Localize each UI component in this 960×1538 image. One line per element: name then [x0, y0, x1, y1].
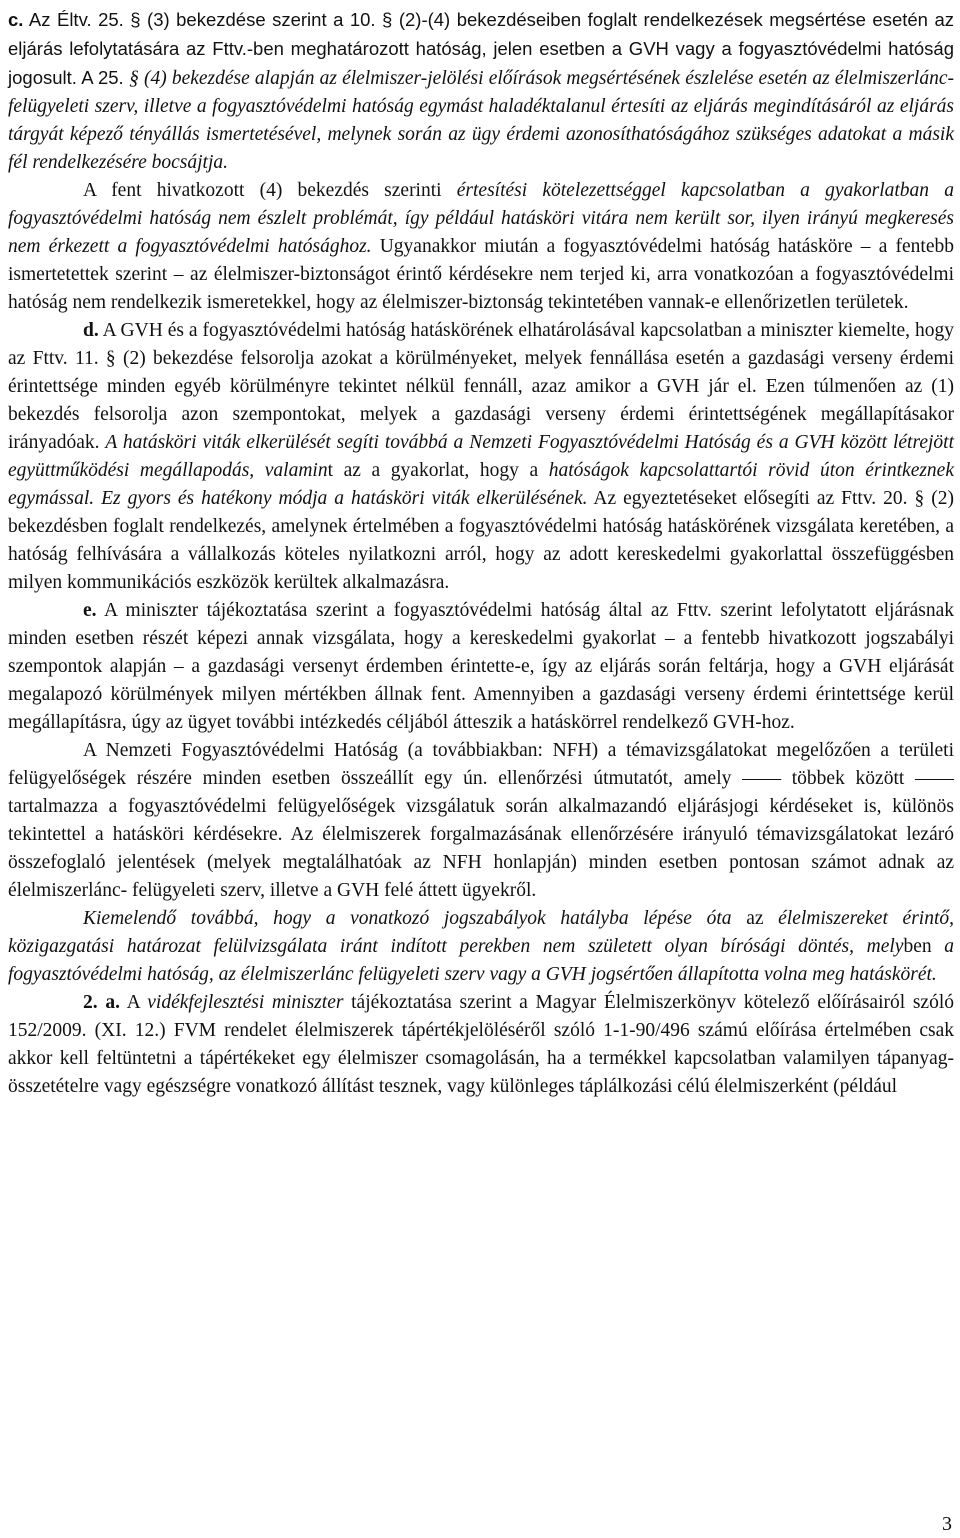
paragraph-2a: [8, 989, 954, 1101]
text-run: tájékoztatása szerint a Magyar Élelmiszerkönyv kötelező előírásairól szóló 152/2009. (XI. 12.) FVM rendelet élelmiszerek tápértékjelöléséről szóló 1-1-90/496 számú előírása értelmében csak akkor kell feltüntetni a tápértékeket egy élelmiszer csomagolásán, ha a termékkel kapcsolatban valamilyen tápanyag-összetételre vagy egészségre vonatkozó állítást tesznek, vagy különleges táplálkozási célú élelmiszerként (például: [8, 992, 954, 1097]
text-run: Az egyeztetéseket elősegíti az Fttv. 20. § (2) bekezdésben foglalt rendelkezés, amelynek értelmében a fogyasztóvédelmi hatóság hatáskörének vizsgálata keretében, a hatóság felhívására a vállalkozás köteles nyilatkozni arról, hogy az adott kereskedelmi gyakorlattal összefüggésben milyen kommunikációs eszközök kerültek alkalmazásra.: [8, 488, 954, 593]
paragraph-e: [8, 597, 954, 737]
document-body: [8, 6, 954, 1101]
paragraph-d: [8, 317, 954, 597]
text-run: e.: [83, 600, 97, 621]
text-run: t az a gyakorlat, hogy a: [327, 460, 549, 481]
text-run: az: [746, 908, 779, 929]
text-run: Az Éltv. 25. § (3) bekezdése szerint a 10. § (2)-(4) bekezdéseiben foglalt rendelkezések megsértése esetén az eljárás lefolytatására az Fttv.-ben meghatározott hatóság, jelen esetben a GVH vagy a fogyasztóvédelmi hatóság jogosult. A 25.: [8, 9, 954, 88]
text-run: c.: [8, 9, 24, 30]
text-run: értesítési kötelezettséggel kapcsolatban a gyakorlatban a fogyasztóvédelmi hatóság nem észlelt problémát, így például hatásköri vitára nem került sor, ilyen irányú megkeresés nem érkezett a fogyasztóvédelmi hatósághoz.: [8, 180, 954, 257]
text-run: hatóságok kapcsolattartói rövid úton érintkeznek egymással. Ez gyors és hatékony módja a hatásköri viták elkerülésének.: [8, 460, 954, 509]
text-run: Ugyanakkor miután a fogyasztóvédelmi hatóság hatásköre – a fentebb ismertetettek szerint – az élelmiszer-biztonságot érintő kérdésekre nem terjed ki, arra vonatkozóan a fogyasztóvédelmi hatóság nem rendelkezik ismeretekkel, hogy az élelmiszer-biztonság tekintetében vannak-e ellenőrizetlen területek.: [8, 236, 954, 313]
paragraph-nfh: [8, 737, 954, 905]
text-run: A miniszter tájékoztatása szerint a fogyasztóvédelmi hatóság által az Fttv. szerint lefolytatott eljárásnak minden esetben részét képezi annak vizsgálata, hogy a kereskedelmi gyakorlat – a fentebb hivatkozott jogszabályi szempontok alapján – a gazdasági versenyt érdemben érintette-e, így az eljárás során feltárja, hogy a GVH eljárását megalapozó körülmények milyen mértékben állnak fent. Amennyiben a gazdasági verseny érdemi érintettsége kerül megállapításra, úgy az ügyet további intézkedés céljából átteszik a hatáskörrel rendelkező GVH-hoz.: [8, 600, 954, 733]
paragraph-c: [8, 6, 954, 177]
text-run: a fogyasztóvédelmi hatóság, az élelmiszerlánc felügyeleti szerv vagy a GVH jogsértően állapította volna meg hatáskörét.: [8, 936, 954, 985]
text-run: ben: [903, 936, 945, 957]
text-run: A GVH és a fogyasztóvédelmi hatóság hatáskörének elhatárolásával kapcsolatban a miniszter kiemelte, hogy az Fttv. 11. § (2) bekezdése felsorolja azokat a körülményeket, melyek fennállása esetén a gazdasági verseny érdemi érintettsége minden egyéb körülményre tekintet nélkül fennáll, azaz amikor a GVH jár el. Ezen túlmenően az (1) bekezdés felsorolja azon szempontokat, melyek a gazdasági verseny érdemi érintettségének megállapításakor irányadóak.: [8, 320, 954, 453]
paragraph-notification-duty: [8, 177, 954, 317]
text-run: A: [119, 992, 148, 1013]
text-run: élelmiszereket érintő, közigazgatási határozat felülvizsgálata iránt indított perekben nem született olyan bírósági döntés, mely: [8, 908, 954, 957]
text-run: d.: [83, 320, 99, 341]
text-run: A Nemzeti Fogyasztóvédelmi Hatóság (a továbbiakban: NFH) a témavizsgálatokat megelőzően a területi felügyelőségek részére minden esetben összeállít egy ún. ellenőrzési útmutatót, amely —— többek között —— tartalmazza a fogyasztóvédelmi felügyelőségek vizsgálatuk során alkalmazandó eljárásjogi kérdéseket is, különös tekintettel a hatásköri kérdésekre. Az élelmiszerek forgalmazásának ellenőrzésére irányuló témavizsgálatokat lezáró összefoglaló jelentések (melyek megtalálhatóak az NFH honlapján) minden esetben pontosan számot adnak az élelmiszerlánc- felügyeleti szerv, illetve a GVH felé áttett ügyekről.: [8, 740, 954, 901]
text-run: vidékfejlesztési miniszter: [147, 992, 344, 1013]
text-run: 2. a.: [83, 992, 120, 1013]
text-run: A hatásköri viták elkerülését segíti továbbá a Nemzeti Fogyasztóvédelmi Hatóság és a GVH között létrejött együttműködési megállapodás, valamin: [8, 432, 954, 481]
text-run: A fent hivatkozott (4) bekezdés szerinti: [83, 180, 457, 201]
text-run: Kiemelendő továbbá, hogy a vonatkozó jogszabályok hatályba lépése óta: [83, 908, 747, 929]
paragraph-court-decisions: [8, 905, 954, 989]
page-number: 3: [942, 1513, 952, 1535]
text-run: § (4) bekezdése alapján az élelmiszer-jelölési előírások megsértésének észlelése esetén az élelmiszerlánc-felügyeleti szerv, illetve a fogyasztóvédelmi hatóság egymást haladéktalanul értesíti az eljárás megindításáról az eljárás tárgyát képező tényállás ismertetésével, melynek során az ügy érdemi azonosíthatóságához szükséges adatokat a másik fél rendelkezésére bocsájtja.: [8, 68, 954, 173]
